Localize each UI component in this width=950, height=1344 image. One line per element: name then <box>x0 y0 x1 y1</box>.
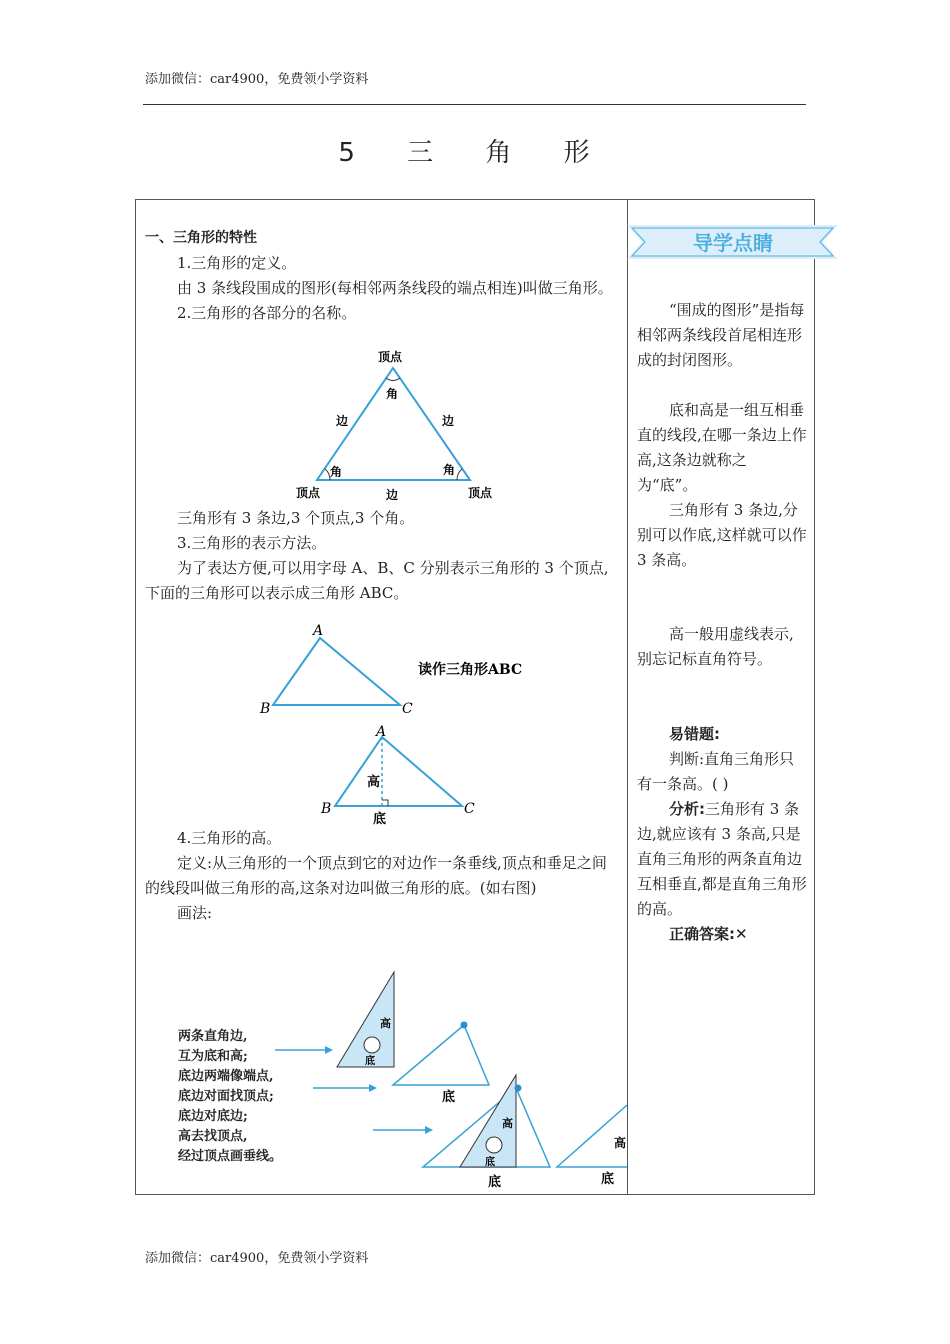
analysis-label: 分析: <box>669 800 705 818</box>
note-text: 高一般用虚线表示,别忘记标直角符号。 <box>637 625 794 668</box>
read-as-label: 读作三角形ABC <box>418 662 523 678</box>
correct-answer: 正确答案:✕ <box>669 925 748 943</box>
paragraph: 2.三角形的各部分的名称。 <box>177 304 357 322</box>
label-base-1: 底 <box>365 1056 375 1067</box>
rhyme-line: 底边对面找顶点; <box>178 1089 274 1104</box>
page-footer: 添加微信：car4900，免费领小学资料 <box>145 1251 369 1266</box>
paragraph: 1.三角形的定义。 <box>177 254 297 272</box>
header-rule <box>143 104 806 105</box>
page-title: 5 三 角 形 <box>338 138 612 168</box>
label-side-bottom: 边 <box>386 488 399 502</box>
note-text: “围成的图形”是指每相邻两条线段首尾相连形成的封闭图形。 <box>637 301 805 369</box>
banner-title: 导学点睛 <box>693 231 773 255</box>
rhyme-line: 底边两端像端点, <box>178 1069 274 1084</box>
label-angle-right: 角 <box>443 463 456 477</box>
rhyme-line: 底边对底边; <box>178 1109 248 1124</box>
paragraph: 为了表达方便,可以用字母 A、B、C 分别表示三角形的 3 个顶点,下面的三角形可以表示成三角形 ABC。 <box>145 559 609 602</box>
column-divider <box>627 199 628 1195</box>
section-heading: 一、三角形的特性 <box>145 230 257 246</box>
label-vertex-left: 顶点 <box>296 486 321 500</box>
label-angle-left: 角 <box>330 465 343 479</box>
label-side-left: 边 <box>336 414 349 428</box>
drawing-method-figure <box>265 965 627 1195</box>
label-height-1: 高 <box>380 1017 391 1030</box>
rhyme-line: 两条直角边, <box>178 1029 248 1044</box>
analysis-text: 三角形有 3 条边,就应该有 3 条高,只是直角三角形的两条直角边互相垂直,都是直角三角形的高。 <box>637 800 807 918</box>
error-question: 判断:直角三角形只有一条高。( ) <box>637 750 795 793</box>
rhyme-line: 互为底和高; <box>178 1049 248 1064</box>
label-base: 底 <box>373 812 387 827</box>
label-b: B <box>321 801 332 817</box>
label-side-right: 边 <box>442 414 455 428</box>
paragraph: 4.三角形的高。 <box>177 829 282 847</box>
label-height-4: 高 <box>614 1136 627 1150</box>
paragraph: 定义:从三角形的一个顶点到它的对边作一条垂线,顶点和垂足之间的线段叫做三角形的高,这条对边叫做三角形的底。(如右图) <box>145 854 607 897</box>
label-height-3: 高 <box>502 1117 513 1130</box>
label-c: C <box>464 801 475 817</box>
side-note-3 <box>637 622 807 672</box>
label-height: 高 <box>367 775 381 790</box>
note-text: 三角形有 3 条边,分别可以作底,这样就可以作 3 条高。 <box>637 501 807 569</box>
label-base-3b: 底 <box>488 1175 502 1190</box>
error-title: 易错题: <box>669 725 720 743</box>
paragraph: 由 3 条线段围成的图形(每相邻两条线段的端点相连)叫做三角形。 <box>177 279 613 297</box>
label-c: C <box>402 701 413 717</box>
side-note-1 <box>637 298 807 373</box>
rhyme-line: 经过顶点画垂线。 <box>178 1149 283 1164</box>
paragraph: 三角形有 3 条边,3 个顶点,3 个角。 <box>177 509 415 527</box>
triangle-abc-figure <box>255 620 555 720</box>
paragraph: 3.三角形的表示方法。 <box>177 534 327 552</box>
note-text: 底和高是一组互相垂直的线段,在哪一条边上作高,这条边就称之为“底”。 <box>637 401 807 494</box>
label-a: A <box>313 623 324 639</box>
label-base-3: 底 <box>485 1157 495 1168</box>
paragraph: 画法: <box>177 904 213 922</box>
triangle-height-figure <box>315 720 485 830</box>
label-b: B <box>260 701 271 717</box>
label-base-2: 底 <box>442 1090 456 1105</box>
rhyme-line: 高去找顶点, <box>178 1129 248 1144</box>
side-banner <box>627 223 840 261</box>
label-a: A <box>376 724 387 740</box>
error-prone-box <box>637 722 807 947</box>
label-vertex-right: 顶点 <box>468 486 493 500</box>
label-vertex-top: 顶点 <box>378 350 403 364</box>
page-header: 添加微信：car4900，免费领小学资料 <box>145 72 369 87</box>
label-angle-top: 角 <box>386 387 399 401</box>
label-base-4: 底 <box>601 1172 615 1187</box>
side-note-2 <box>637 398 807 573</box>
triangle-parts-figure <box>290 345 510 505</box>
